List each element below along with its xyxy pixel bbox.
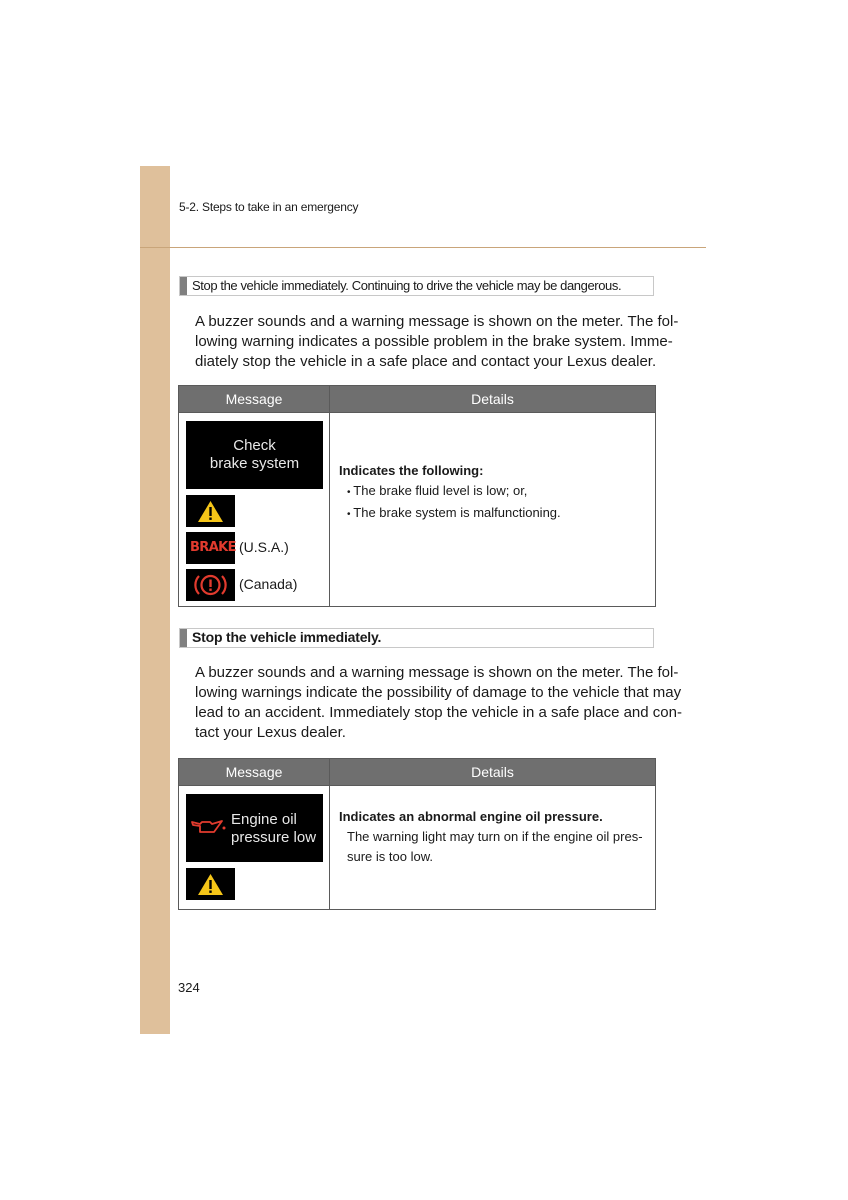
check-brake-display [186,421,323,489]
details-lead: Indicates the following: [339,462,484,478]
intro-line: A buzzer sounds and a warning message is shown on the meter. The fol- [195,313,679,330]
brake-details [330,461,655,525]
warning-triangle-icon [186,868,235,900]
display-line: Check [233,437,276,454]
oil-pressure-warning-table [178,758,656,910]
intro-line: diately stop the vehicle in a safe place and contact your Lexus dealer. [195,353,657,370]
intro-line: lead to an accident. Immediately stop the vehicle in a safe place and con- [195,704,682,721]
details-cell [330,786,656,910]
details-bullet: • The brake fluid level is low; or, [339,481,655,503]
heading-marker [180,277,187,295]
message-cell [179,413,330,607]
details-cell [330,413,656,607]
heading-marker [180,629,187,647]
section-1-intro [195,312,679,372]
details-line: The warning light may turn on if the engine oil pres- [347,828,643,844]
column-header-details: Details [330,386,656,413]
header-rule [140,247,706,248]
brake-warning-icon [186,532,235,564]
chapter-title: 5-2. Steps to take in an emergency [179,200,359,214]
usa-label: (U.S.A.) [239,539,289,555]
brake-circle-icon [186,569,235,601]
page-number: 324 [178,980,200,995]
section-heading-2-text: Stop the vehicle immediately. [192,629,382,645]
details-bullet: • The brake system is malfunctioning. [339,503,655,525]
intro-line: A buzzer sounds and a warning message is shown on the meter. The fol- [195,664,679,681]
message-cell [179,786,330,910]
section-heading-1 [179,276,654,296]
intro-line: lowing warning indicates a possible problem in the brake system. Imme- [195,333,673,350]
details-line: sure is too low. [347,848,433,864]
display-line: brake system [209,455,300,472]
intro-line: lowing warnings indicate the possibility of damage to the vehicle that may [195,684,682,701]
warning-triangle-icon [186,495,235,527]
brake-icon-text: BRAKE [190,540,236,555]
engine-oil-display [186,794,323,862]
oil-can-icon [190,816,228,838]
section-2-intro [195,663,682,743]
chapter-side-strip [140,166,170,1034]
canada-label: (Canada) [239,576,298,592]
display-line: pressure low [231,829,317,846]
display-line: Engine oil [231,811,297,828]
column-header-details: Details [330,759,656,786]
oil-details [330,807,655,867]
details-lead: Indicates an abnormal engine oil pressure. [339,808,603,824]
section-heading-1-text: Stop the vehicle immediately. Continuing to drive the vehicle may be dangerous. [192,278,622,293]
intro-line: tact your Lexus dealer. [195,724,346,741]
brake-warning-table [178,385,656,607]
column-header-message: Message [179,759,330,786]
column-header-message: Message [179,386,330,413]
section-heading-2 [179,628,654,648]
